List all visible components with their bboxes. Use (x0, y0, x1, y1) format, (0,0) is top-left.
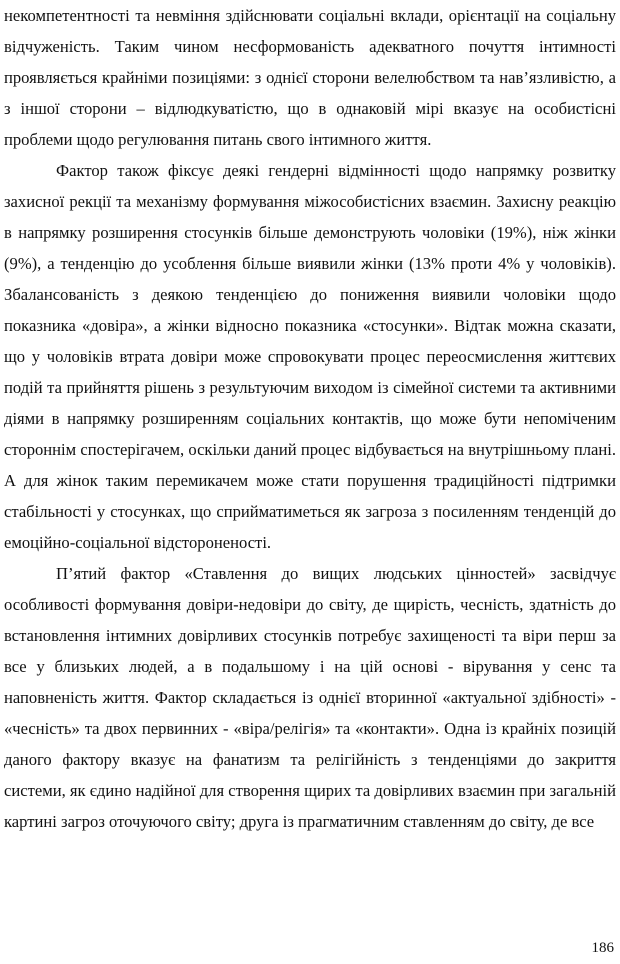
paragraph-3: П’ятий фактор «Ставлення до вищих людських цінностей» засвідчує особливості формування довіри-недовіри до світу, де щирість, чесність, здатність до встановлення інтимних довірливих стосунків потребує захищеності та віри перш за все у близьких людей, а в подальшому і на цій основі - вірування у сенс та наповненість життя. Фактор складається із однієї вторинної «актуальної здібності» - «чесність» та двох первинних - «віра/релігія» та «контакти». Одна із крайніх позицій даного фактору вказує на фанатизм та релігійність з тенденціями до закриття системи, як єдино надійної для створення щирих та довірливих взаємин при загальній картині загроз оточуючого світу; друга із прагматичним ставленням до світу, де все (4, 564, 616, 831)
page-number: 186 (591, 940, 614, 956)
paragraph-2: Фактор також фіксує деякі гендерні відмінності щодо напрямку розвитку захисної рекції та механізму формування міжособистісних взаємин. Захисну реакцію в напрямку розширення стосунків більше демонструють чоловіки (19%), ніж жінки (9%), а тенденцію до усоблення більше виявили жінки (13% проти 4% у чоловіків). Збалансованість з деякою тенденцією до пониження виявили чоловіки щодо показника «довіра», а жінки відносно показника «стосунки». Відтак можна сказати, що у чоловіків втрата довіри може спровокувати процес переосмислення життєвих подій та прийняття рішень з результуючим виходом із сімейної системи та активними діями в напрямку розширенням соціальних контактів, що може бути непоміченим стороннім спостерігачем, оскільки даний процес відбувається на внутрішньому плані. А для жінок таким перемикачем може стати порушення традиційності підтримки стабільності у стосунках, що сприйматиметься як загроза з посиленням тенденцій до емоційно-соціальної відстороненості. (4, 161, 616, 552)
body-text (4, 0, 616, 837)
paragraph-1: некомпетентності та невміння здійснювати соціальні вклади, орієнтації на соціальну відчуженість. Таким чином несформованість адекватного почуття інтимності проявляється крайніми позиціями: з однієї сторони велелюбством та нав’язливістю, а з іншої сторони – відлюдкуватістю, що в однаковій мірі вказує на особистісні проблеми щодо регулювання питань свого інтимного життя. (4, 6, 616, 149)
